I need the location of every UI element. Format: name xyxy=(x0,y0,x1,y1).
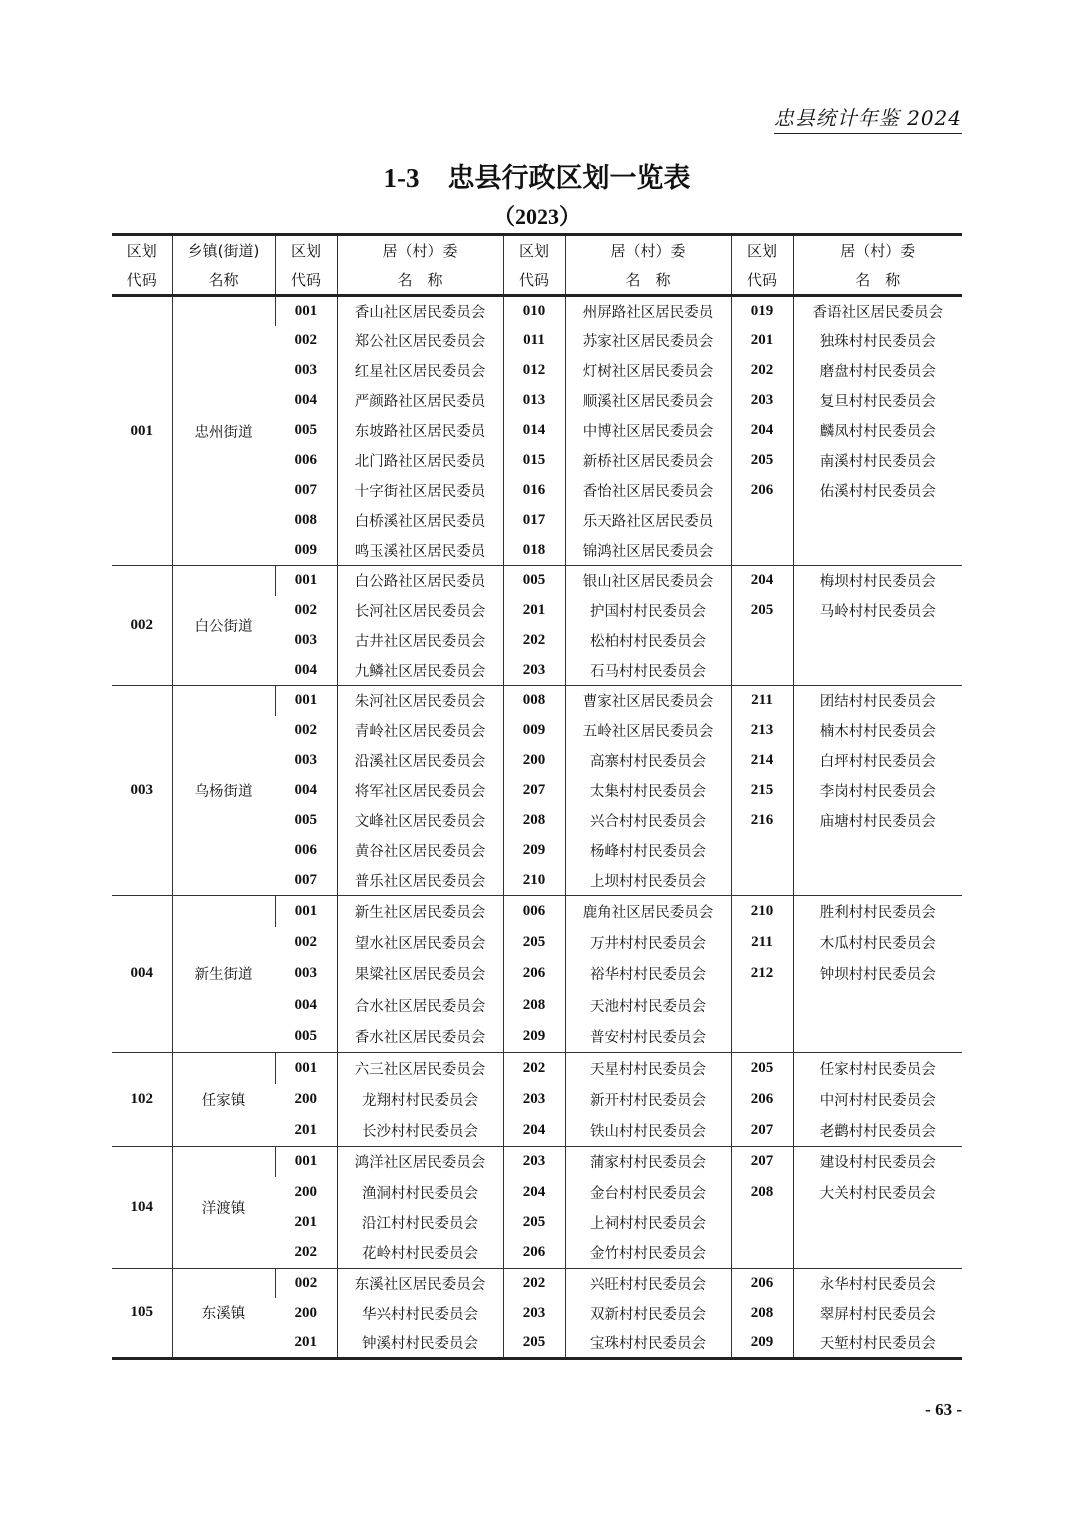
committee-code: 001 xyxy=(275,896,337,927)
township-code: 003 xyxy=(112,686,172,896)
header-row-1 xyxy=(112,235,962,266)
committee-code: 205 xyxy=(503,1207,565,1238)
committee-code: 201 xyxy=(503,596,565,626)
township-name: 白公街道 xyxy=(172,566,275,686)
committee-name: 将军社区居民委员会 xyxy=(337,776,503,806)
committee-name: 龙翔村村民委员会 xyxy=(337,1084,503,1115)
committee-name: 双新村村民委员会 xyxy=(565,1298,731,1328)
committee-name: 楠木村村民委员会 xyxy=(793,716,962,746)
committee-name: 蒲家村村民委员会 xyxy=(565,1146,731,1177)
committee-code: 010 xyxy=(503,296,565,326)
table-row xyxy=(112,1268,962,1298)
township-code: 001 xyxy=(130,422,153,439)
committee-code: 203 xyxy=(503,1146,565,1177)
committee-code: 005 xyxy=(294,1028,317,1044)
committee-code: 200 xyxy=(294,1183,317,1200)
committee-name: 郑公社区居民委员会 xyxy=(337,326,503,356)
committee-code xyxy=(731,536,793,566)
committee-name: 钟坝村村民委员会 xyxy=(793,958,962,989)
table-title xyxy=(0,156,1074,195)
committee-code: 200 xyxy=(294,1304,317,1321)
committee-code: 203 xyxy=(731,386,793,416)
committee-name: 鹿角社区居民委员会 xyxy=(565,896,731,927)
committee-name xyxy=(793,1021,962,1052)
committee-code: 202 xyxy=(503,626,565,656)
committee-code: 205 xyxy=(731,446,793,476)
committee-code: 019 xyxy=(731,296,793,326)
committee-code: 007 xyxy=(294,482,317,498)
committee-name: 朱河社区居民委员会 xyxy=(337,686,503,716)
committee-name: 金竹村村民委员会 xyxy=(565,1238,731,1269)
committee-name xyxy=(793,990,962,1021)
committee-name: 宝珠村村民委员会 xyxy=(565,1328,731,1358)
committee-code: 210 xyxy=(731,896,793,927)
committee-name: 果粱社区居民委员会 xyxy=(337,958,503,989)
committee-name: 万井村村民委员会 xyxy=(565,927,731,958)
committee-code: 007 xyxy=(294,871,317,888)
committee-name xyxy=(793,836,962,866)
committee-code: 209 xyxy=(731,1328,793,1358)
committee-name: 沿溪社区居民委员会 xyxy=(337,746,503,776)
table-header xyxy=(112,235,962,296)
committee-code: 205 xyxy=(731,596,793,626)
committee-name: 锦鸿社区居民委员会 xyxy=(565,536,731,566)
committee-code: 209 xyxy=(503,1021,565,1052)
committee-code: 207 xyxy=(503,776,565,806)
township-name: 忠州街道 xyxy=(172,296,275,566)
committee-name: 花岭村村民委员会 xyxy=(337,1238,503,1269)
header-cell: 代码 xyxy=(275,265,337,296)
committee-name: 中河村村民委员会 xyxy=(793,1084,962,1115)
committee-name: 梅坝村村民委员会 xyxy=(793,566,962,596)
division-table xyxy=(112,233,962,1360)
committee-name: 鸿洋社区居民委员会 xyxy=(337,1146,503,1177)
committee-code: 005 xyxy=(294,422,317,438)
committee-code: 012 xyxy=(503,356,565,386)
committee-code: 002 xyxy=(294,934,317,951)
header-cell: 名 称 xyxy=(565,265,731,296)
committee-name: 兴合村村民委员会 xyxy=(565,806,731,836)
committee-code: 002 xyxy=(294,332,317,348)
committee-name: 老鹳村村民委员会 xyxy=(793,1115,962,1146)
committee-name: 州屏路社区居民委员 xyxy=(565,296,731,326)
township-name: 洋渡镇 xyxy=(172,1146,275,1268)
committee-code: 212 xyxy=(731,958,793,989)
township-code: 104 xyxy=(112,1146,172,1268)
table-row xyxy=(112,1052,962,1083)
committee-code: 204 xyxy=(731,416,793,446)
committee-name: 新生社区居民委员会 xyxy=(337,896,503,927)
committee-code: 004 xyxy=(294,996,317,1013)
committee-code: 006 xyxy=(503,896,565,927)
committee-code: 203 xyxy=(503,656,565,686)
committee-code: 004 xyxy=(294,782,317,798)
header-row-2 xyxy=(112,265,962,296)
table-title-text: 忠县行政区划一览表 xyxy=(447,163,691,194)
committee-name: 麟凤村村民委员会 xyxy=(793,416,962,446)
committee-name: 高寨村村民委员会 xyxy=(565,746,731,776)
committee-name: 兴旺村村民委员会 xyxy=(565,1268,731,1298)
committee-name: 裕华村村民委员会 xyxy=(565,958,731,989)
committee-name: 黄谷社区居民委员会 xyxy=(337,836,503,866)
committee-code: 002 xyxy=(294,722,317,738)
committee-code xyxy=(731,836,793,866)
committee-code: 202 xyxy=(294,1244,317,1261)
committee-name: 五岭社区居民委员会 xyxy=(565,716,731,746)
committee-code: 016 xyxy=(503,476,565,506)
committee-name: 香怡社区居民委员会 xyxy=(565,476,731,506)
township-code: 002 xyxy=(112,566,172,686)
committee-code: 201 xyxy=(294,1214,317,1231)
committee-name: 佑溪村村民委员会 xyxy=(793,476,962,506)
committee-name: 合水社区居民委员会 xyxy=(337,990,503,1021)
committee-code: 206 xyxy=(503,958,565,989)
committee-name: 古井社区居民委员会 xyxy=(337,626,503,656)
committee-code: 202 xyxy=(731,356,793,386)
committee-code: 001 xyxy=(275,686,337,716)
committee-name xyxy=(793,626,962,656)
committee-code: 003 xyxy=(294,752,317,768)
committee-code: 216 xyxy=(731,806,793,836)
committee-code: 214 xyxy=(731,746,793,776)
committee-code: 018 xyxy=(503,536,565,566)
committee-name: 永华村村民委员会 xyxy=(793,1268,962,1298)
table-subtitle: （2023） xyxy=(492,204,581,229)
table-row xyxy=(112,1146,962,1177)
committee-name: 新桥社区居民委员会 xyxy=(565,446,731,476)
committee-code: 205 xyxy=(731,1052,793,1083)
committee-name: 十字街社区居民委员 xyxy=(337,476,503,506)
committee-code: 001 xyxy=(275,566,337,596)
committee-name: 长河社区居民委员会 xyxy=(337,596,503,626)
table-row xyxy=(112,686,962,716)
committee-name: 东溪社区居民委员会 xyxy=(337,1268,503,1298)
committee-code: 201 xyxy=(731,326,793,356)
committee-code: 206 xyxy=(731,1268,793,1298)
committee-name: 任家村村民委员会 xyxy=(793,1052,962,1083)
committee-code: 202 xyxy=(503,1052,565,1083)
committee-code: 204 xyxy=(503,1177,565,1208)
committee-name: 顺溪社区居民委员会 xyxy=(565,386,731,416)
township-code: 004 xyxy=(112,896,172,1053)
header-cell: 区划 xyxy=(731,235,793,266)
township-code: 105 xyxy=(112,1268,172,1358)
committee-code: 008 xyxy=(503,686,565,716)
committee-name: 木瓜村村民委员会 xyxy=(793,927,962,958)
committee-code: 203 xyxy=(503,1298,565,1328)
committee-code: 002 xyxy=(275,1268,337,1298)
township-name: 东溪镇 xyxy=(172,1268,275,1358)
township-name: 任家镇 xyxy=(172,1052,275,1146)
committee-name: 香语社区居民委员会 xyxy=(793,296,962,326)
committee-code: 207 xyxy=(731,1146,793,1177)
committee-code: 006 xyxy=(294,842,317,858)
committee-code: 201 xyxy=(294,1334,317,1351)
table-number: 1-3 xyxy=(383,163,420,193)
committee-name: 普安村村民委员会 xyxy=(565,1021,731,1052)
committee-code: 202 xyxy=(503,1268,565,1298)
committee-code: 001 xyxy=(275,296,337,326)
committee-name: 文峰社区居民委员会 xyxy=(337,806,503,836)
header-cell: 名 称 xyxy=(793,265,962,296)
header-cell: 区划 xyxy=(126,242,157,260)
committee-name: 李岗村村民委员会 xyxy=(793,776,962,806)
header-cell: 乡镇(街道) xyxy=(172,235,275,266)
committee-name: 乐天路社区居民委员 xyxy=(565,506,731,536)
committee-name: 护国村村民委员会 xyxy=(565,596,731,626)
committee-name: 东坡路社区居民委员 xyxy=(337,416,503,446)
committee-code: 013 xyxy=(503,386,565,416)
committee-code: 200 xyxy=(294,1090,317,1107)
table-row xyxy=(112,896,962,927)
committee-code: 204 xyxy=(731,566,793,596)
header-cell: 居（村）委 xyxy=(337,235,503,266)
committee-name: 铁山村村民委员会 xyxy=(565,1115,731,1146)
committee-code: 009 xyxy=(503,716,565,746)
committee-code: 001 xyxy=(275,1146,337,1177)
township-name: 乌杨街道 xyxy=(172,686,275,896)
committee-code: 208 xyxy=(503,806,565,836)
committee-code: 208 xyxy=(503,990,565,1021)
committee-code: 205 xyxy=(503,1328,565,1358)
committee-code: 210 xyxy=(503,866,565,896)
committee-name: 建设村村民委员会 xyxy=(793,1146,962,1177)
committee-code: 009 xyxy=(294,541,317,558)
header-cell: 居（村）委 xyxy=(565,235,731,266)
header-cell: 代码 xyxy=(731,265,793,296)
committee-name: 曹家社区居民委员会 xyxy=(565,686,731,716)
committee-code: 203 xyxy=(503,1084,565,1115)
committee-name: 六三社区居民委员会 xyxy=(337,1052,503,1083)
committee-code: 005 xyxy=(503,566,565,596)
committee-code xyxy=(731,866,793,896)
committee-code: 011 xyxy=(503,326,565,356)
committee-code: 017 xyxy=(503,506,565,536)
committee-name: 庙塘村村民委员会 xyxy=(793,806,962,836)
committee-name: 严颜路社区居民委员 xyxy=(337,386,503,416)
committee-name: 翠屏村村民委员会 xyxy=(793,1298,962,1328)
table-row xyxy=(112,296,962,326)
committee-name xyxy=(793,1207,962,1238)
header-cell: 区划 xyxy=(503,235,565,266)
township-name: 新生街道 xyxy=(172,896,275,1053)
committee-code: 206 xyxy=(731,476,793,506)
committee-code: 200 xyxy=(503,746,565,776)
committee-name: 望水社区居民委员会 xyxy=(337,927,503,958)
committee-name: 上祠村村民委员会 xyxy=(565,1207,731,1238)
committee-code: 003 xyxy=(294,965,317,982)
committee-code xyxy=(731,1238,793,1269)
committee-code: 204 xyxy=(503,1115,565,1146)
committee-name: 天堑村村民委员会 xyxy=(793,1328,962,1358)
committee-code xyxy=(731,626,793,656)
committee-code xyxy=(731,506,793,536)
committee-name: 银山社区居民委员会 xyxy=(565,566,731,596)
committee-name: 香山社区居民委员会 xyxy=(337,296,503,326)
committee-name: 胜利村村民委员会 xyxy=(793,896,962,927)
committee-code: 001 xyxy=(275,1052,337,1083)
committee-name: 灯树社区居民委员会 xyxy=(565,356,731,386)
committee-code xyxy=(731,990,793,1021)
committee-code: 211 xyxy=(731,686,793,716)
committee-code xyxy=(731,1207,793,1238)
committee-code: 215 xyxy=(731,776,793,806)
committee-code: 207 xyxy=(731,1115,793,1146)
committee-name: 杨峰村村民委员会 xyxy=(565,836,731,866)
committee-code: 002 xyxy=(294,602,317,618)
committee-name: 天池村村民委员会 xyxy=(565,990,731,1021)
table-body xyxy=(112,296,962,1359)
committee-name: 复旦村村民委员会 xyxy=(793,386,962,416)
committee-name: 渔洞村村民委员会 xyxy=(337,1177,503,1208)
committee-name: 中博社区居民委员会 xyxy=(565,416,731,446)
committee-code: 206 xyxy=(731,1084,793,1115)
committee-code: 205 xyxy=(503,927,565,958)
committee-name: 松柏村村民委员会 xyxy=(565,626,731,656)
header-cell: 代码 xyxy=(112,265,172,296)
committee-name: 沿江村村民委员会 xyxy=(337,1207,503,1238)
committee-name: 白公路社区居民委员 xyxy=(337,566,503,596)
committee-code: 005 xyxy=(294,812,317,828)
committee-name xyxy=(793,1238,962,1269)
committee-name: 白桥溪社区居民委员 xyxy=(337,506,503,536)
committee-code: 209 xyxy=(503,836,565,866)
committee-name: 金台村村民委员会 xyxy=(565,1177,731,1208)
committee-code: 206 xyxy=(503,1238,565,1269)
committee-name: 团结村村民委员会 xyxy=(793,686,962,716)
committee-name: 磨盘村村民委员会 xyxy=(793,356,962,386)
committee-name: 青岭社区居民委员会 xyxy=(337,716,503,746)
committee-name: 独珠村村民委员会 xyxy=(793,326,962,356)
committee-code: 015 xyxy=(503,446,565,476)
committee-code: 213 xyxy=(731,716,793,746)
committee-code: 014 xyxy=(503,416,565,446)
header-cell: 名 称 xyxy=(337,265,503,296)
committee-name: 大关村村民委员会 xyxy=(793,1177,962,1208)
committee-code: 003 xyxy=(294,632,317,648)
table-row xyxy=(112,566,962,596)
committee-name: 北门路社区居民委员 xyxy=(337,446,503,476)
committee-code: 201 xyxy=(294,1121,317,1138)
committee-name xyxy=(793,866,962,896)
committee-code xyxy=(731,656,793,686)
committee-code: 004 xyxy=(294,661,317,678)
committee-name: 南溪村村民委员会 xyxy=(793,446,962,476)
committee-code xyxy=(731,1021,793,1052)
committee-name: 马岭村村民委员会 xyxy=(793,596,962,626)
header-cell: 代码 xyxy=(503,265,565,296)
committee-code: 006 xyxy=(294,452,317,468)
header-cell: 名称 xyxy=(172,265,275,296)
committee-code: 003 xyxy=(294,362,317,378)
committee-code: 008 xyxy=(294,512,317,528)
committee-name: 天星村村民委员会 xyxy=(565,1052,731,1083)
committee-name: 九鳞社区居民委员会 xyxy=(337,656,503,686)
committee-name: 太集村村民委员会 xyxy=(565,776,731,806)
committee-name: 长沙村村民委员会 xyxy=(337,1115,503,1146)
committee-code: 208 xyxy=(731,1177,793,1208)
committee-name: 石马村村民委员会 xyxy=(565,656,731,686)
committee-code: 211 xyxy=(731,927,793,958)
committee-name: 苏家社区居民委员会 xyxy=(565,326,731,356)
committee-name: 普乐社区居民委员会 xyxy=(337,866,503,896)
committee-name xyxy=(793,656,962,686)
committee-name: 新开村村民委员会 xyxy=(565,1084,731,1115)
committee-name: 华兴村村民委员会 xyxy=(337,1298,503,1328)
committee-name: 香水社区居民委员会 xyxy=(337,1021,503,1052)
committee-name xyxy=(793,536,962,566)
committee-name: 红星社区居民委员会 xyxy=(337,356,503,386)
committee-code: 208 xyxy=(731,1298,793,1328)
page-number: - 63 - xyxy=(925,1400,962,1419)
township-code: 102 xyxy=(112,1052,172,1146)
committee-name: 钟溪村村民委员会 xyxy=(337,1328,503,1358)
running-head: 忠县统计年鉴 2024 xyxy=(774,102,962,134)
committee-name xyxy=(793,506,962,536)
header-cell: 区划 xyxy=(275,235,337,266)
committee-name: 白坪村村民委员会 xyxy=(793,746,962,776)
committee-code: 004 xyxy=(294,392,317,408)
committee-name: 鸣玉溪社区居民委员 xyxy=(337,536,503,566)
committee-name: 上坝村村民委员会 xyxy=(565,866,731,896)
header-cell: 居（村）委 xyxy=(793,235,962,266)
